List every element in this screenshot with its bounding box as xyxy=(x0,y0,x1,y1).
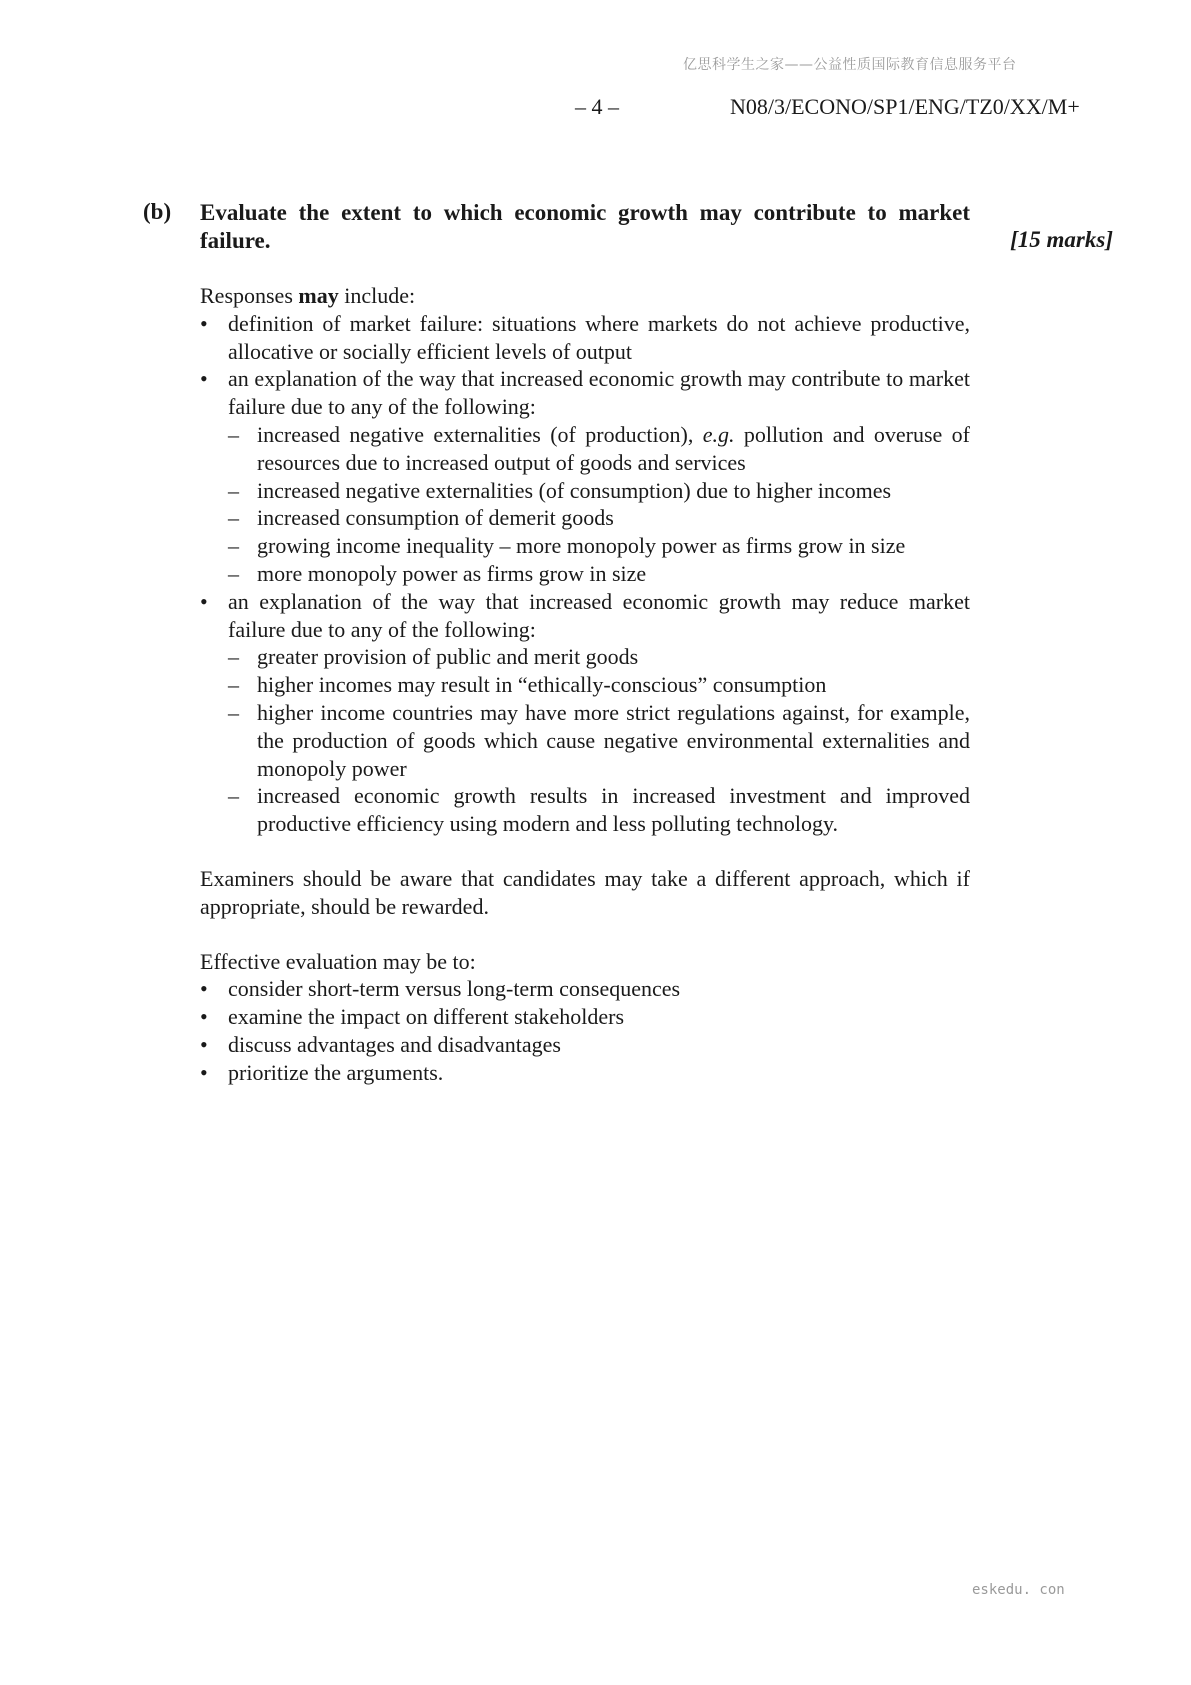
dash-icon: – xyxy=(228,421,239,447)
examiners-note: Examiners should be aware that candidates may take a different approach, which if appropriate, should be rewarded. xyxy=(200,865,970,919)
dash-icon: – xyxy=(228,560,239,586)
question-text: Evaluate the extent to which economic growth may contribute to market failure. xyxy=(200,200,970,253)
dash-item: – higher incomes may result in “ethically-conscious” consumption xyxy=(228,672,827,698)
dash-icon: – xyxy=(228,644,239,670)
dash-icon: – xyxy=(228,477,239,503)
dash-item: – increased consumption of demerit goods xyxy=(228,505,614,531)
bullet-item: • consider short-term versus long-term consequences xyxy=(200,976,681,1002)
page-number: – 4 – xyxy=(575,94,619,119)
bullet-icon: • xyxy=(200,366,208,392)
bullet-icon: • xyxy=(200,588,208,614)
bullet-icon: • xyxy=(200,1059,208,1085)
dash-item: – growing income inequality – more monopoly power as firms grow in size xyxy=(228,533,906,559)
bullet-item: • examine the impact on different stakeholders xyxy=(200,1004,625,1030)
bullet-icon: • xyxy=(200,1004,208,1030)
dash-item: – increased negative externalities (of production), e.g. pollution and overuse of resources due to increased output of goods and services xyxy=(228,421,970,475)
document-code: N08/3/ECONO/SP1/ENG/TZ0/XX/M+ xyxy=(730,94,1080,119)
dash-icon: – xyxy=(228,783,239,809)
dash-icon: – xyxy=(228,672,239,698)
bullet-item: • an explanation of the way that increased economic growth may reduce market failure due to any of the following: xyxy=(200,588,970,642)
dash-item: – greater provision of public and merit goods xyxy=(228,644,639,670)
watermark-text: 亿思科学生之家——公益性质国际教育信息服务平台 xyxy=(683,57,1017,73)
dash-item: – increased economic growth results in increased investment and improved productive efficiency using modern and less polluting technology. xyxy=(228,783,970,837)
dash-icon: – xyxy=(228,505,239,531)
bullet-item: • discuss advantages and disadvantages xyxy=(200,1031,561,1057)
dash-icon: – xyxy=(228,699,239,725)
footer-watermark: eskedu. con xyxy=(972,1582,1065,1598)
bullet-item: • an explanation of the way that increased economic growth may contribute to market failure due to any of the following: xyxy=(200,366,970,420)
markscheme-body xyxy=(200,282,970,1087)
question-marks: [15 marks] xyxy=(1010,227,1113,252)
bullet-icon: • xyxy=(200,1031,208,1057)
dash-item: – higher income countries may have more strict regulations against, for example, the production of goods which cause negative environmental externalities and monopoly power xyxy=(228,699,970,781)
dash-icon: – xyxy=(228,533,239,559)
question-label: (b) xyxy=(143,199,172,224)
evaluation-intro: Effective evaluation may be to: xyxy=(200,948,476,974)
dash-item: – more monopoly power as firms grow in size xyxy=(228,560,647,586)
bullet-item: • definition of market failure: situations where markets do not achieve productive, allocative or socially efficient levels of output xyxy=(200,310,970,364)
bullet-item: • prioritize the arguments. xyxy=(200,1059,444,1085)
responses-intro: Responses may include: xyxy=(200,283,416,308)
bullet-icon: • xyxy=(200,976,208,1002)
bullet-icon: • xyxy=(200,310,208,336)
dash-item: – increased negative externalities (of consumption) due to higher incomes xyxy=(228,477,892,503)
